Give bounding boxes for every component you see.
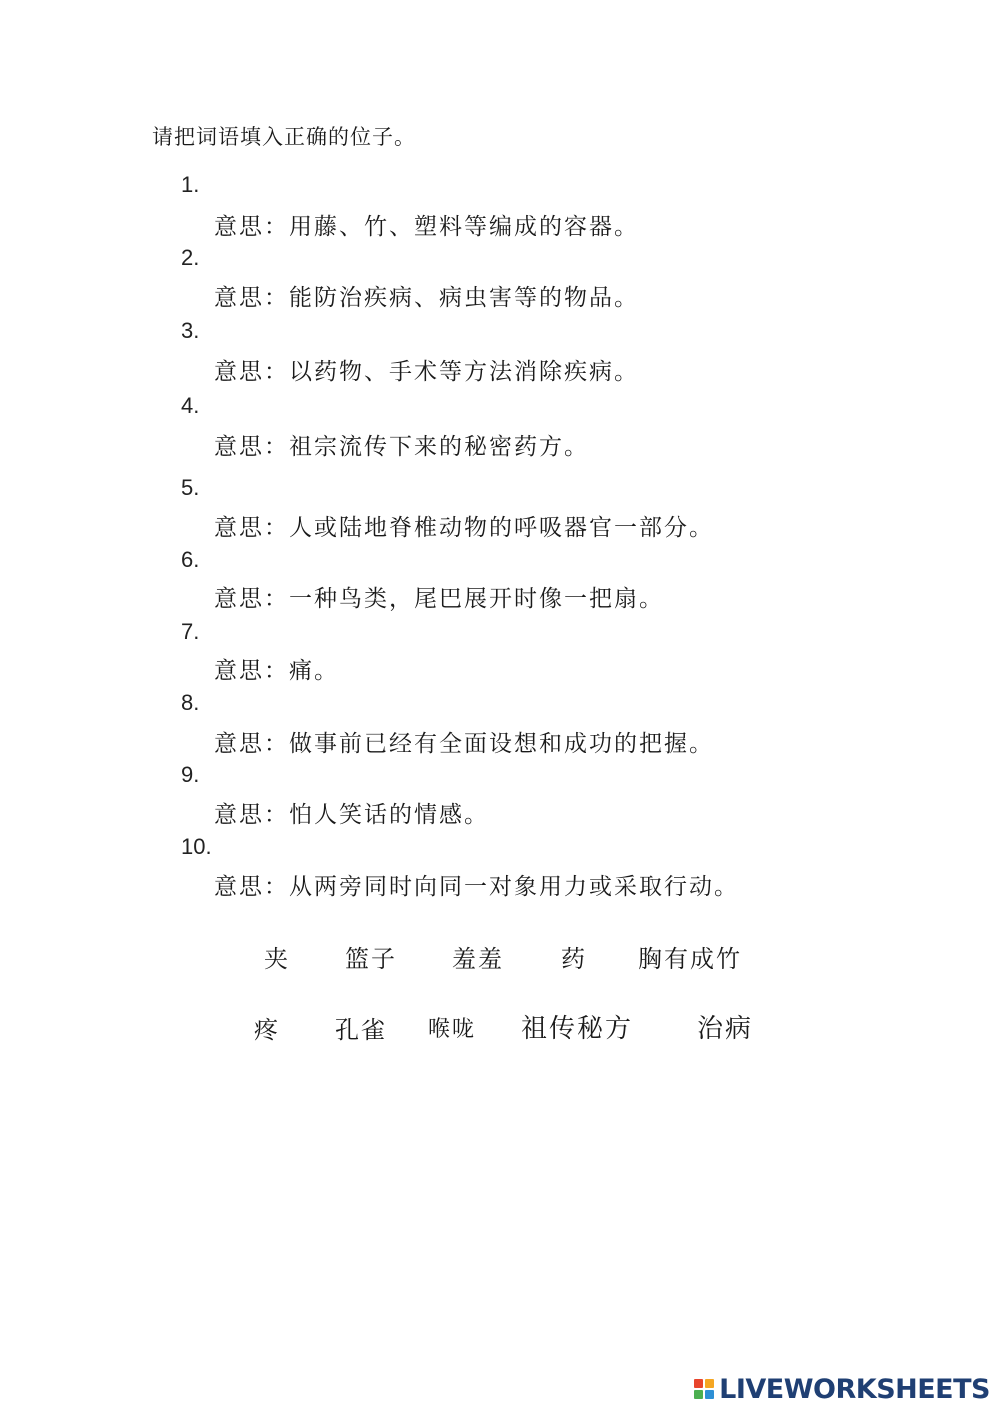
- word-tile-zuchuanmifang[interactable]: 祖传秘方: [521, 1014, 634, 1044]
- question-number: 2.: [181, 245, 200, 270]
- word-tile-zhibing[interactable]: 治病: [697, 1014, 754, 1044]
- question-number: 6.: [181, 547, 200, 572]
- answer-drop-zone[interactable]: [228, 316, 468, 346]
- question-meaning: 意思：做事前已经有全面设想和成功的把握。: [214, 731, 714, 757]
- question-number: 4.: [181, 393, 200, 418]
- answer-drop-zone[interactable]: [228, 760, 468, 790]
- answer-drop-zone[interactable]: [228, 545, 468, 575]
- question-number: 10.: [181, 834, 212, 859]
- liveworksheets-logo-icon: [694, 1379, 714, 1399]
- liveworksheets-logo: [694, 1374, 990, 1404]
- logo-tile: [705, 1390, 714, 1399]
- answer-drop-zone[interactable]: [228, 243, 468, 273]
- question-number: 7.: [181, 619, 200, 644]
- question-number: 8.: [181, 690, 200, 715]
- word-tile-teng[interactable]: 疼: [254, 1016, 280, 1044]
- question-meaning: 意思：祖宗流传下来的秘密药方。: [214, 434, 589, 460]
- word-tile-xiuxiu[interactable]: 羞羞: [452, 945, 504, 973]
- answer-drop-zone[interactable]: [228, 170, 468, 200]
- question-number: 5.: [181, 475, 200, 500]
- question-number: 3.: [181, 318, 200, 343]
- word-tile-xiongyouchengzhu[interactable]: 胸有成竹: [638, 945, 742, 973]
- question-meaning: 意思：用藤、竹、塑料等编成的容器。: [214, 214, 639, 240]
- question-meaning: 意思：以药物、手术等方法消除疾病。: [214, 359, 639, 385]
- answer-drop-zone[interactable]: [228, 473, 468, 503]
- question-meaning: 意思：怕人笑话的情感。: [214, 802, 489, 828]
- logo-tile: [694, 1379, 703, 1388]
- answer-drop-zone[interactable]: [228, 688, 468, 718]
- question-meaning: 意思：一种鸟类，尾巴展开时像一把扇。: [214, 586, 664, 612]
- question-meaning: 意思：痛。: [214, 658, 339, 684]
- word-tile-houlong[interactable]: 喉咙: [428, 1017, 477, 1042]
- liveworksheets-logo-text: LIVEWORKSHEETS: [719, 1373, 990, 1405]
- instruction-text: 请把词语填入正确的位子。: [152, 125, 416, 149]
- logo-tile: [694, 1390, 703, 1399]
- word-tile-jia[interactable]: 夹: [264, 945, 290, 973]
- question-meaning: 意思：人或陆地脊椎动物的呼吸器官一部分。: [214, 515, 714, 541]
- answer-drop-zone[interactable]: [228, 832, 468, 862]
- word-tile-yao[interactable]: 药: [561, 945, 587, 973]
- question-number: 1.: [181, 172, 200, 197]
- answer-drop-zone[interactable]: [228, 391, 468, 421]
- question-meaning: 意思：从两旁同时向同一对象用力或采取行动。: [214, 874, 739, 900]
- logo-tile: [705, 1379, 714, 1388]
- word-tile-kongque[interactable]: 孔雀: [335, 1016, 387, 1044]
- question-meaning: 意思：能防治疾病、病虫害等的物品。: [214, 285, 639, 311]
- answer-drop-zone[interactable]: [228, 617, 468, 647]
- question-number: 9.: [181, 762, 200, 787]
- word-tile-lanzi[interactable]: 篮子: [345, 945, 397, 973]
